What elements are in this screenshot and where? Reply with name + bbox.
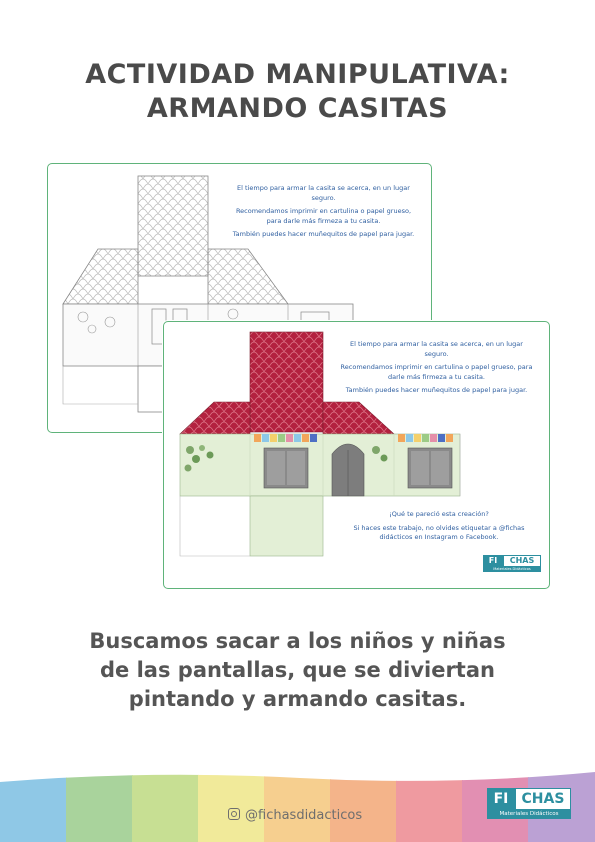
instruction-2: Recomendamos imprimir en cartulina o papel grueso, para darle más firmeza a tu casita. (235, 207, 412, 225)
footer-logo-fi: FI (487, 788, 515, 810)
footer-logo-chas: CHAS (515, 788, 571, 810)
instruction-3-colored: También puedes hacer muñequitos de papel para jugar. (345, 386, 528, 394)
uncolored-instructions (231, 184, 416, 244)
instruction-4: ¡Qué te pareció esta creación? (389, 510, 489, 518)
card-logo-subtitle: Materiales Didácticos (483, 567, 541, 572)
footer-logo (487, 788, 571, 819)
colored-instructions-bottom (344, 510, 534, 547)
tagline-line-2: de las pantallas, que se diviertan (100, 658, 495, 682)
card-logo (483, 555, 541, 572)
social-handle (228, 808, 362, 823)
instagram-icon (228, 808, 240, 820)
tagline (0, 627, 595, 714)
colored-template-card (163, 321, 550, 589)
tagline-line-1: Buscamos sacar a los niños y niñas (89, 629, 506, 653)
footer-logo-subtitle: Materiales Didácticos (487, 810, 571, 819)
tagline-line-3: pintando y armando casitas. (128, 687, 467, 711)
instruction-5: Si haces este trabajo, no olvides etiquetar a @fichas didácticos en Instagram o Facebook. (353, 523, 525, 541)
colored-instructions-top (339, 340, 534, 400)
card-logo-fi: FI (483, 555, 503, 567)
instruction-1: El tiempo para armar la casita se acerca, en un lugar seguro. (237, 184, 410, 202)
card-logo-chas: CHAS (503, 555, 541, 567)
bunting-flags-right (398, 434, 453, 442)
title-line-2: ARMANDO CASITAS (146, 93, 449, 124)
instruction-2-colored: Recomendamos imprimir en cartulina o papel grueso, para darle más firmeza a tu casita. (340, 363, 533, 381)
instruction-1-colored: El tiempo para armar la casita se acerca, en un lugar seguro. (350, 340, 523, 358)
instruction-3: También puedes hacer muñequitos de papel para jugar. (232, 230, 415, 238)
page-title (0, 58, 595, 126)
title-line-1: ACTIVIDAD MANIPULATIVA: (85, 59, 510, 90)
handle-text: @fichasdidacticos (245, 808, 363, 823)
